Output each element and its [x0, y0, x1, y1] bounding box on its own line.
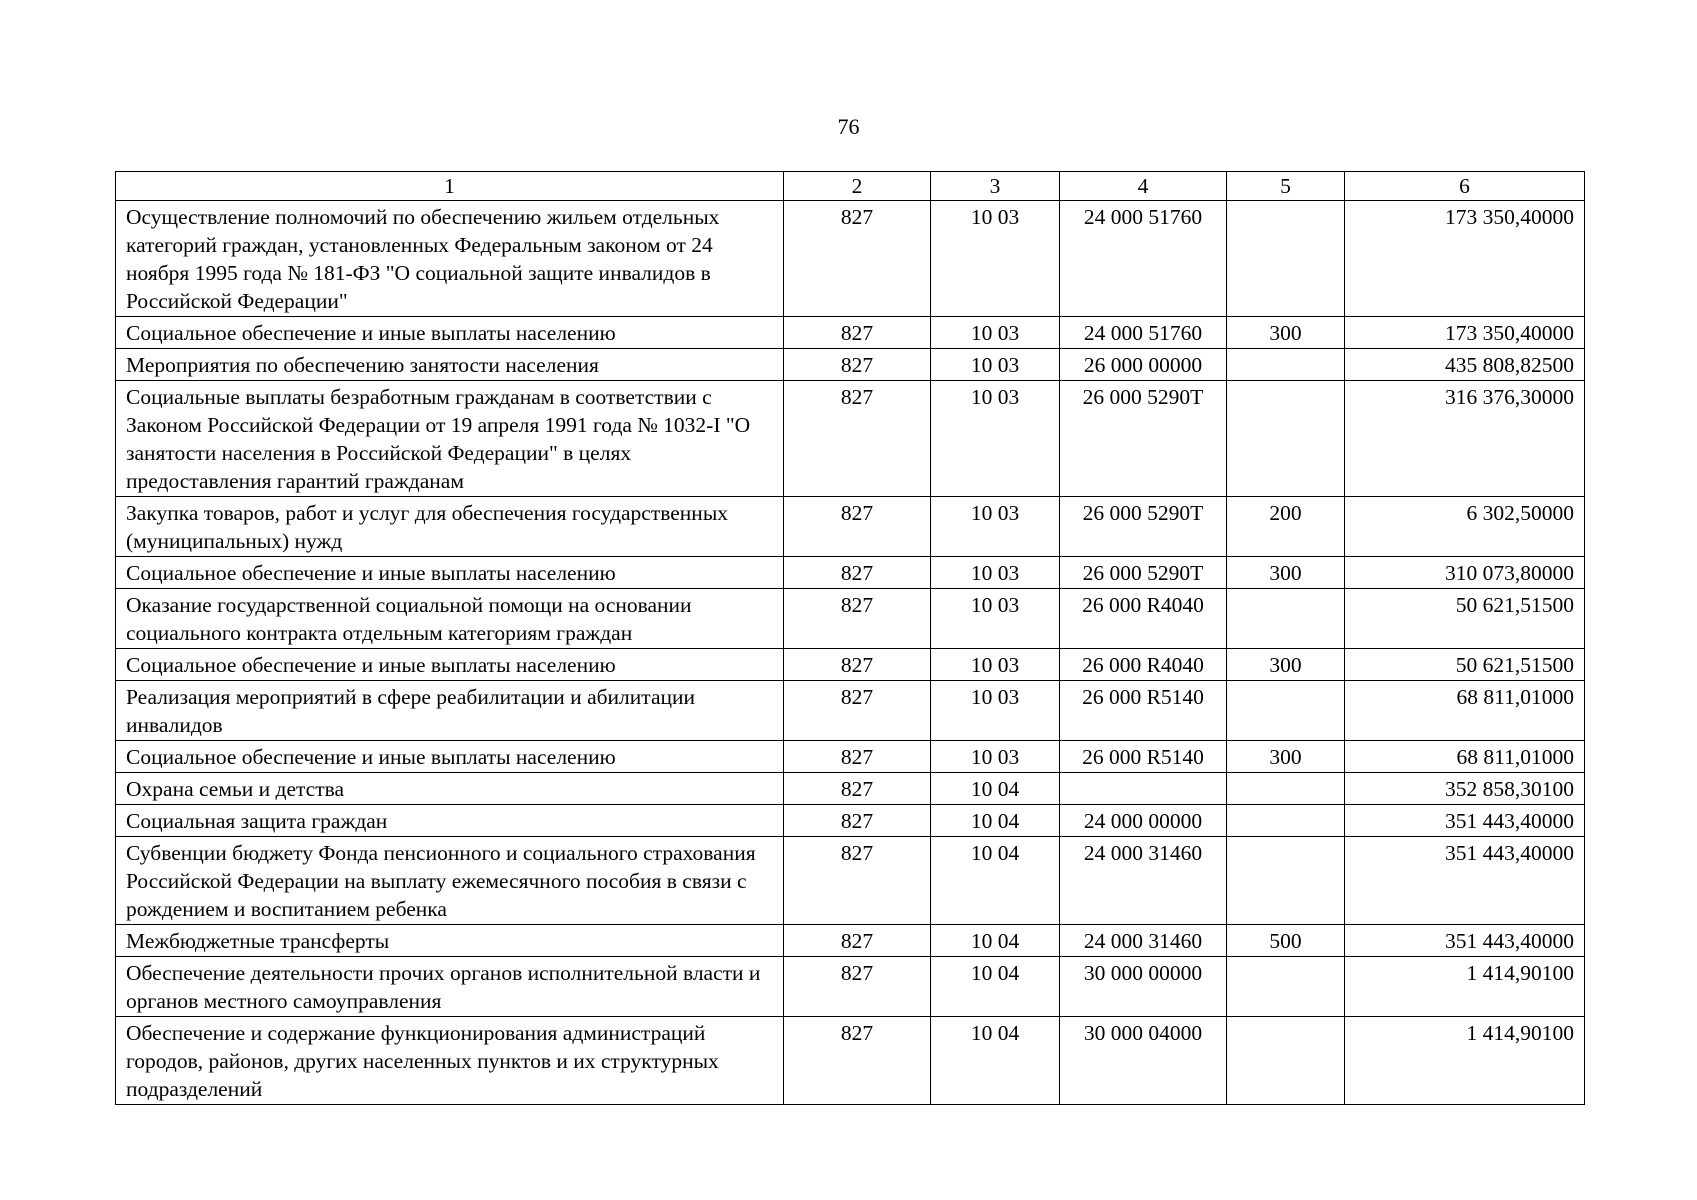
row-amount: 173 350,40000	[1345, 201, 1585, 317]
row-name: Обеспечение деятельности прочих органов исполнительной власти и органов местного самоуправления	[116, 957, 784, 1017]
row-amount: 1 414,90100	[1345, 1017, 1585, 1105]
row-name: Социальное обеспечение и иные выплаты населению	[116, 317, 784, 349]
row-amount: 351 443,40000	[1345, 837, 1585, 925]
row-section: 10 03	[931, 349, 1060, 381]
row-name: Обеспечение и содержание функционирования администраций городов, районов, других населенных пунктов и их структурных подразделений	[116, 1017, 784, 1105]
row-type: 300	[1227, 317, 1345, 349]
row-amount: 68 811,01000	[1345, 681, 1585, 741]
table-row	[116, 201, 1585, 317]
row-amount: 50 621,51500	[1345, 649, 1585, 681]
table-row	[116, 837, 1585, 925]
row-type	[1227, 957, 1345, 1017]
table-row	[116, 381, 1585, 497]
row-type	[1227, 201, 1345, 317]
row-grbs: 827	[784, 681, 931, 741]
row-type	[1227, 681, 1345, 741]
row-target: 26 000 00000	[1060, 349, 1227, 381]
row-grbs: 827	[784, 557, 931, 589]
row-type: 300	[1227, 649, 1345, 681]
row-amount: 1 414,90100	[1345, 957, 1585, 1017]
row-grbs: 827	[784, 201, 931, 317]
row-amount: 50 621,51500	[1345, 589, 1585, 649]
row-grbs: 827	[784, 773, 931, 805]
row-section: 10 04	[931, 957, 1060, 1017]
column-header-4: 4	[1060, 172, 1227, 201]
row-grbs: 827	[784, 741, 931, 773]
row-target: 26 000 R4040	[1060, 589, 1227, 649]
row-section: 10 04	[931, 773, 1060, 805]
row-name: Охрана семьи и детства	[116, 773, 784, 805]
row-type: 500	[1227, 925, 1345, 957]
column-header-1: 1	[116, 172, 784, 201]
table-body	[116, 201, 1585, 1105]
row-target: 26 000 R4040	[1060, 649, 1227, 681]
row-grbs: 827	[784, 837, 931, 925]
row-section: 10 03	[931, 589, 1060, 649]
row-target: 24 000 00000	[1060, 805, 1227, 837]
page-number: 76	[837, 114, 860, 139]
row-type: 300	[1227, 741, 1345, 773]
row-section: 10 04	[931, 1017, 1060, 1105]
table-row	[116, 925, 1585, 957]
row-type	[1227, 805, 1345, 837]
row-section: 10 03	[931, 317, 1060, 349]
table-row	[116, 649, 1585, 681]
table-row	[116, 317, 1585, 349]
table-row	[116, 557, 1585, 589]
row-target: 24 000 31460	[1060, 837, 1227, 925]
row-name: Социальное обеспечение и иные выплаты населению	[116, 741, 784, 773]
row-type	[1227, 349, 1345, 381]
row-grbs: 827	[784, 497, 931, 557]
row-section: 10 04	[931, 925, 1060, 957]
row-grbs: 827	[784, 925, 931, 957]
table-row	[116, 497, 1585, 557]
row-target: 26 000 5290Т	[1060, 497, 1227, 557]
row-grbs: 827	[784, 589, 931, 649]
row-section: 10 04	[931, 805, 1060, 837]
row-grbs: 827	[784, 381, 931, 497]
table-row	[116, 741, 1585, 773]
row-name: Субвенции бюджету Фонда пенсионного и социального страхования Российской Федерации на выплату ежемесячного пособия в связи с рождением и воспитанием ребенка	[116, 837, 784, 925]
row-amount: 6 302,50000	[1345, 497, 1585, 557]
row-name: Межбюджетные трансферты	[116, 925, 784, 957]
row-name: Закупка товаров, работ и услуг для обеспечения государственных (муниципальных) нужд	[116, 497, 784, 557]
row-name: Мероприятия по обеспечению занятости населения	[116, 349, 784, 381]
row-target: 24 000 51760	[1060, 201, 1227, 317]
table-row	[116, 681, 1585, 741]
column-header-5: 5	[1227, 172, 1345, 201]
row-type	[1227, 773, 1345, 805]
row-section: 10 03	[931, 741, 1060, 773]
row-name: Социальное обеспечение и иные выплаты населению	[116, 557, 784, 589]
row-grbs: 827	[784, 1017, 931, 1105]
row-section: 10 03	[931, 381, 1060, 497]
row-grbs: 827	[784, 957, 931, 1017]
row-target: 26 000 5290Т	[1060, 381, 1227, 497]
row-target: 24 000 31460	[1060, 925, 1227, 957]
row-grbs: 827	[784, 349, 931, 381]
row-type: 200	[1227, 497, 1345, 557]
row-target	[1060, 773, 1227, 805]
row-amount: 316 376,30000	[1345, 381, 1585, 497]
row-section: 10 03	[931, 497, 1060, 557]
row-amount: 351 443,40000	[1345, 925, 1585, 957]
row-target: 30 000 04000	[1060, 1017, 1227, 1105]
row-section: 10 03	[931, 681, 1060, 741]
row-section: 10 03	[931, 649, 1060, 681]
row-target: 26 000 R5140	[1060, 741, 1227, 773]
row-type	[1227, 1017, 1345, 1105]
column-header-3: 3	[931, 172, 1060, 201]
row-type	[1227, 837, 1345, 925]
column-header-6: 6	[1345, 172, 1585, 201]
row-name: Оказание государственной социальной помощи на основании социального контракта отдельным категориям граждан	[116, 589, 784, 649]
row-name: Социальная защита граждан	[116, 805, 784, 837]
row-amount: 68 811,01000	[1345, 741, 1585, 773]
row-name: Осуществление полномочий по обеспечению жильем отдельных категорий граждан, установленных Федеральным законом от 24 ноября 1995 года № 181-ФЗ "О социальной защите инвалидов в Российской Федерации"	[116, 201, 784, 317]
budget-table	[115, 171, 1585, 1105]
row-target: 24 000 51760	[1060, 317, 1227, 349]
table-row	[116, 1017, 1585, 1105]
row-section: 10 04	[931, 837, 1060, 925]
column-header-2: 2	[784, 172, 931, 201]
row-type: 300	[1227, 557, 1345, 589]
table-row	[116, 589, 1585, 649]
row-target: 26 000 5290Т	[1060, 557, 1227, 589]
row-name: Социальные выплаты безработным гражданам в соответствии с Законом Российской Федерации от 19 апреля 1991 года № 1032-I "О занятости населения в Российской Федерации" в целях предоставления гарантий гражданам	[116, 381, 784, 497]
row-amount: 352 858,30100	[1345, 773, 1585, 805]
table-row	[116, 805, 1585, 837]
row-grbs: 827	[784, 805, 931, 837]
row-amount: 351 443,40000	[1345, 805, 1585, 837]
row-section: 10 03	[931, 557, 1060, 589]
row-amount: 310 073,80000	[1345, 557, 1585, 589]
row-grbs: 827	[784, 649, 931, 681]
row-grbs: 827	[784, 317, 931, 349]
row-target: 26 000 R5140	[1060, 681, 1227, 741]
row-name: Социальное обеспечение и иные выплаты населению	[116, 649, 784, 681]
table-row	[116, 349, 1585, 381]
table-row	[116, 957, 1585, 1017]
row-type	[1227, 589, 1345, 649]
row-name: Реализация мероприятий в сфере реабилитации и абилитации инвалидов	[116, 681, 784, 741]
row-target: 30 000 00000	[1060, 957, 1227, 1017]
row-type	[1227, 381, 1345, 497]
row-amount: 435 808,82500	[1345, 349, 1585, 381]
table-row	[116, 773, 1585, 805]
header-row	[116, 172, 1585, 201]
row-section: 10 03	[931, 201, 1060, 317]
row-amount: 173 350,40000	[1345, 317, 1585, 349]
